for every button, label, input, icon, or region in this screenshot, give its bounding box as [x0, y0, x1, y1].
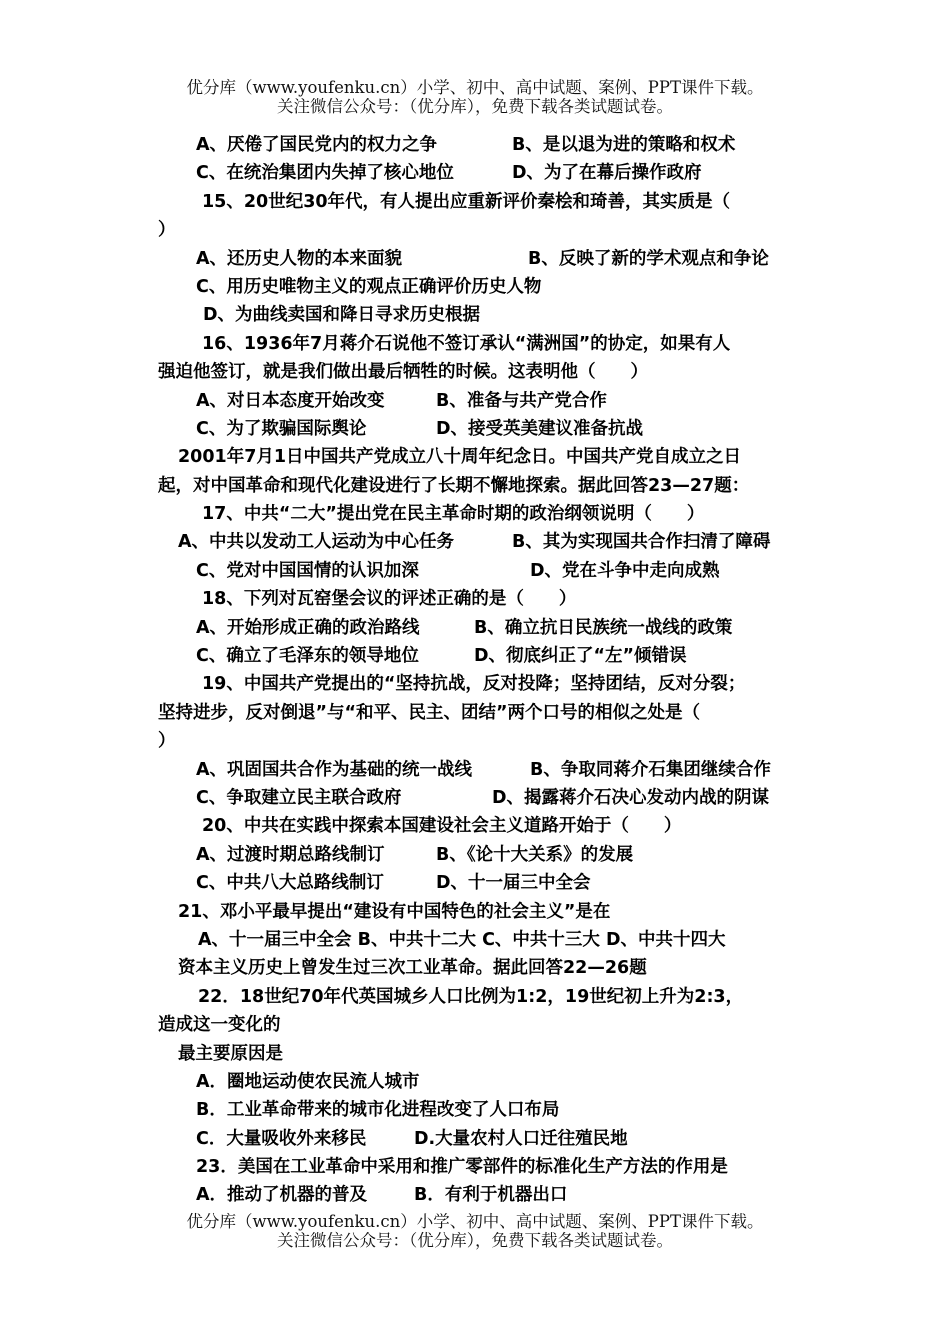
q22-options-row-3: [158, 1125, 798, 1153]
q16-stem-2: 强迫他签订，就是我们做出最后牺牲的时候。这表明他（ ）: [158, 362, 648, 383]
page-header: [0, 78, 950, 116]
q14-options-row-1: [158, 131, 798, 159]
q19-stem: 19、中国共产党提出的“坚持抗战，反对投降；坚持团结，反对分裂；: [202, 674, 746, 695]
q19-stem-end: ）: [158, 731, 176, 752]
q22-stem: 22．18世纪70年代英国城乡人口比例为1:2，19世纪初上升为2:3，: [198, 986, 744, 1007]
q22-stem-3: 最主要原因是: [178, 1043, 283, 1064]
q23-option-a: A．推动了机器的普及: [196, 1185, 368, 1206]
q17-option-a: A、中共以发动工人运动为中心任务: [178, 532, 455, 553]
q17-option-b: B、其为实现国共合作扫清了障碍: [512, 532, 771, 553]
q23-stem: 23．美国在工业革命中采用和推广零部件的标准化生产方法的作用是: [196, 1157, 728, 1178]
q23-options-row-1: [158, 1181, 798, 1209]
q23-option-b: B．有利于机器出口: [414, 1185, 568, 1206]
q19-stem-2: 坚持进步，反对倒退”与“和平、民主、团结”两个口号的相似之处是（: [158, 702, 701, 723]
q15-stem: 15、20世纪30年代，有人提出应重新评价秦桧和琦善，其实质是（: [202, 191, 731, 212]
q19-option-d: D、揭露蒋介石决心发动内战的阴谋: [492, 787, 770, 808]
q15-option-b: B、反映了新的学术观点和争论: [528, 248, 769, 269]
q16-options-row-2: [158, 415, 798, 443]
q20-option-a: A、过渡时期总路线制订: [196, 844, 385, 865]
q14-option-c: C、在统治集团内失掉了核心地位: [196, 163, 454, 184]
q18-option-d: D、彻底纠正了“左”倾错误: [474, 646, 687, 667]
intro-2-line-1: 资本主义历史上曾发生过三次工业革命。据此回答22—26题: [178, 958, 647, 979]
q19-options-row-1: [158, 756, 798, 784]
q20-option-d: D、十一届三中全会: [436, 873, 591, 894]
intro-1-line-2: 起，对中国革命和现代化建设进行了长期不懈地探索。据此回答23—27题：: [158, 475, 750, 496]
q19-option-c: C、争取建立民主联合政府: [196, 787, 402, 808]
q18-options-row-1: [158, 614, 798, 642]
q17-option-d: D、党在斗争中走向成熟: [530, 560, 720, 581]
q20-options-row-2: [158, 869, 798, 897]
q16-stem: 16、1936年7月蒋介石说他不签订承认“满洲国”的协定，如果有人: [202, 333, 731, 354]
q15-option-c: C、用历史唯物主义的观点正确评价历史人物: [196, 276, 542, 297]
footer-line-1: 优分库（www.youfenku.cn）小学、初中、高中试题、案例、PPT课件下载。: [186, 1212, 764, 1231]
q18-option-c: C、确立了毛泽东的领导地位: [196, 646, 419, 667]
q17-options-row-1: [158, 528, 798, 556]
header-line-1: 优分库（www.youfenku.cn）小学、初中、高中试题、案例、PPT课件下载。: [186, 78, 764, 97]
q15-option-d: D、为曲线卖国和降日寻求历史根据: [203, 305, 481, 326]
q21-stem: 21、邓小平最早提出“建设有中国特色的社会主义”是在: [178, 901, 611, 922]
q20-option-b: B、《论十大关系》的发展: [436, 844, 634, 865]
q16-options-row-1: [158, 387, 798, 415]
q20-options-row-1: [158, 841, 798, 869]
q14-option-d: D、为了在幕后操作政府: [512, 163, 702, 184]
q20-stem: 20、中共在实践中探索本国建设社会主义道路开始于（ ）: [202, 816, 682, 837]
q18-options-row-2: [158, 642, 798, 670]
q18-option-a: A、开始形成正确的政治路线: [196, 617, 420, 638]
q16-option-b: B、准备与共产党合作: [436, 390, 607, 411]
q14-option-a: A、厌倦了国民党内的权力之争: [196, 135, 438, 155]
q21-options: A、十一届三中全会 B、中共十二大 C、中共十三大 D、中共十四大: [198, 929, 726, 950]
q22-option-b: B．工业革命带来的城市化进程改变了人口布局: [196, 1100, 560, 1121]
q19-option-a: A、巩固国共合作为基础的统一战线: [196, 759, 473, 780]
intro-1-line-1: 2001年7月1日中国共产党成立八十周年纪念日。中国共产党自成立之日: [178, 447, 742, 468]
q17-stem: 17、中共“二大”提出党在民主革命时期的政治纲领说明（ ）: [202, 504, 705, 525]
q17-options-row-2: [158, 557, 798, 585]
q14-option-b: B、是以退为进的策略和权术: [512, 135, 736, 155]
q20-option-c: C、中共八大总路线制订: [196, 873, 384, 894]
q22-option-c: C．大量吸收外来移民: [196, 1128, 367, 1149]
q15-options-row-1: [158, 245, 798, 273]
q19-options-row-2: [158, 784, 798, 812]
q16-option-d: D、接受英美建议准备抗战: [436, 418, 644, 439]
footer-line-2: 关注微信公众号：（优分库），免费下载各类试题试卷。: [277, 1231, 673, 1250]
q22-stem-2: 造成这一变化的: [158, 1015, 281, 1036]
q16-option-c: C、为了欺骗国际舆论: [196, 418, 367, 439]
header-line-2: 关注微信公众号：（优分库），免费下载各类试题试卷。: [277, 97, 673, 116]
q15-option-a: A、还历史人物的本来面貌: [196, 248, 403, 269]
exam-content: [158, 131, 798, 1210]
q16-option-a: A、对日本态度开始改变: [196, 390, 385, 411]
q14-options-row-2: [158, 159, 798, 187]
q19-option-b: B、争取同蒋介石集团继续合作: [530, 759, 771, 780]
page-footer: [0, 1212, 950, 1250]
q17-option-c: C、党对中国国情的认识加深: [196, 560, 419, 581]
q22-option-a: A．圈地运动使农民流人城市: [196, 1071, 420, 1092]
q15-stem-end: ）: [158, 220, 176, 241]
q18-option-b: B、确立抗日民族统一战线的政策: [474, 617, 733, 638]
q18-stem: 18、下列对瓦窑堡会议的评述正确的是（ ）: [202, 589, 577, 610]
q22-option-d: D.大量农村人口迁往殖民地: [414, 1128, 628, 1149]
